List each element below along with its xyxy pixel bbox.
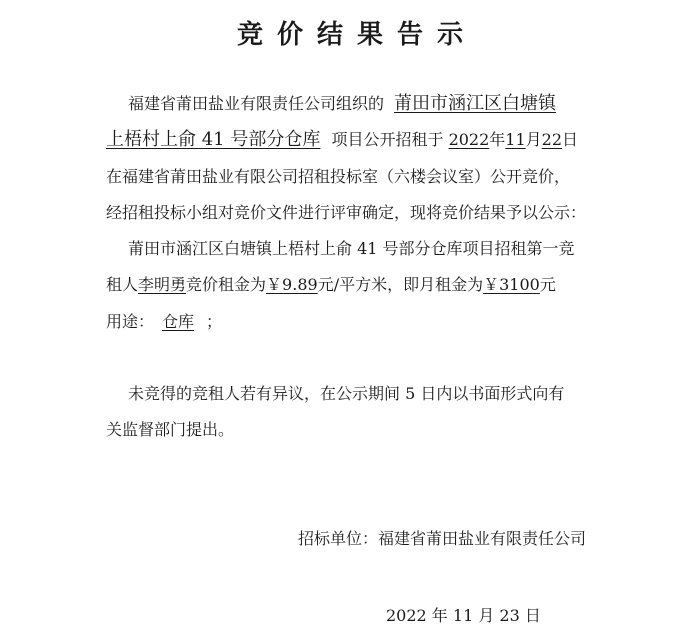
signature-org: 福建省莆田盐业有限责任公司 — [378, 529, 587, 548]
signature-date: 2022 年 11 月 23 日 — [386, 606, 541, 625]
p2-line2 — [106, 275, 556, 295]
bid-day: 22 — [541, 130, 563, 149]
p2-line2-a: 租人 — [106, 275, 139, 294]
price-per-sqm: ￥9.89 — [266, 275, 318, 294]
day-unit: 日 — [562, 130, 579, 149]
monthly-rent: ￥3100 — [483, 275, 540, 294]
signature-label: 招标单位： — [298, 529, 379, 548]
usage-end: ； — [206, 312, 223, 331]
month-unit: 月 — [525, 130, 542, 149]
p3-line1: 未竞得的竞租人若有异议，在公示期间 5 日内以书面形式向有 — [128, 384, 565, 403]
p1-line4: 经招租投标小组对竞价文件进行评审确定，现将竞价结果予以公示： — [106, 203, 587, 222]
project-name-part2: 上梧村上俞 41 号部分仓库 — [106, 129, 321, 150]
winner-name: 李明勇 — [138, 275, 187, 294]
p2-line1: 莆田市涵江区白塘镇上梧村上俞 41 号部分仓库项目招租第一竞 — [128, 239, 575, 258]
p2-usage-line — [106, 312, 222, 332]
p1-lead: 福建省莆田盐业有限责任公司组织的 — [128, 94, 385, 113]
p3-line2: 关监督部门提出。 — [106, 420, 235, 439]
bid-month: 11 — [505, 130, 526, 149]
p1-after-project: 项目公开招租于 — [331, 130, 444, 149]
p1-line1 — [128, 94, 556, 114]
p1-line3: 在福建省莆田盐业有限公司招租投标室（六楼会议室）公开竞价， — [106, 167, 571, 186]
signature-line — [298, 529, 586, 549]
p2-line2-c: 元/平方米，即月租金为 — [317, 275, 484, 294]
year-unit: 年 — [489, 130, 506, 149]
p2-line2-d: 元 — [539, 275, 556, 294]
bid-year: 2022 — [448, 130, 490, 149]
usage-label: 用途： — [106, 312, 155, 331]
p2-line2-b: 竞价租金为 — [186, 275, 267, 294]
project-name-part1: 莆田市涵江区白塘镇 — [394, 93, 557, 114]
document-title: 竞价结果告示 — [236, 20, 477, 50]
usage-value: 仓库 — [162, 312, 195, 331]
p1-line2 — [106, 130, 578, 150]
